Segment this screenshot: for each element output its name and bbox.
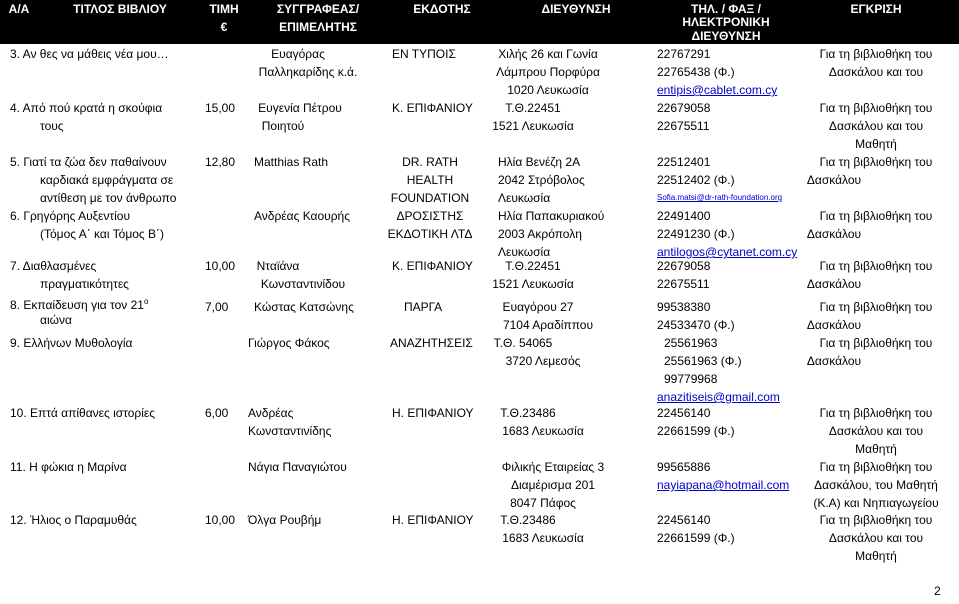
row11-approval-3: (Κ.Α) και Νηπιαγωγείου: [813, 496, 939, 510]
row7-author: Νταϊάνα: [256, 259, 300, 273]
row6-address-2: 2003 Ακρόπολη: [498, 227, 582, 241]
row6-publisher-2: ΕΚΔΟΤΙΚΗ ΛΤΔ: [387, 227, 473, 241]
row12-price: 10,00: [205, 513, 236, 527]
row10-approval-3: Μαθητή: [855, 442, 897, 456]
row9-approval-2: Δασκάλου: [806, 354, 862, 368]
header-price: ΤΙΜΗ: [209, 2, 239, 16]
header-contact-2: ΗΛΕΚΤΡΟΝΙΚΗ: [682, 15, 770, 29]
row10-address: Τ.Θ.23486: [500, 406, 556, 420]
row5-publisher: DR. RATH: [402, 155, 458, 169]
row6-approval: Για τη βιβλιοθήκη του: [819, 209, 933, 223]
row8-approval: Για τη βιβλιοθήκη του: [819, 300, 933, 314]
row9-phone: 25561963: [664, 336, 718, 350]
row5-title: 5. Γιατί τα ζώα δεν παθαίνουν: [10, 155, 167, 169]
row8-phone: 99538380: [657, 300, 711, 314]
row7-phone: 22679058: [657, 259, 711, 273]
row10-author: Ανδρέας: [248, 406, 294, 420]
row3-fax: 22765438 (Φ.): [657, 65, 735, 79]
row6-approval-2: Δασκάλου: [806, 227, 862, 241]
row5-address-3: Λευκωσία: [498, 191, 551, 205]
row12-author: Όλγα Ρουβήμ: [248, 513, 322, 527]
row4-title: 4. Από πού κρατά η σκούφια: [10, 101, 163, 115]
row5-author: Matthias Rath: [254, 155, 329, 169]
row6-fax: 22491230 (Φ.): [657, 227, 735, 241]
row7-address-2: 1521 Λευκωσία: [492, 277, 574, 291]
row6-publisher: ΔΡΟΣΙΣΤΗΣ: [396, 209, 464, 223]
row5-publisher-3: FOUNDATION: [390, 191, 470, 205]
row12-title: 12. Ήλιος ο Παραμυθάς: [10, 513, 137, 527]
row9-address-2: 3720 Λεμεσός: [505, 354, 581, 368]
row4-phone-2: 22675511: [657, 119, 710, 133]
header-address: ΔΙΕΥΘΥΝΣΗ: [541, 2, 611, 16]
row8-title-superscript: ο: [143, 297, 149, 306]
row9-mobile: 99779968: [664, 372, 718, 386]
row3-phone: 22767291: [657, 47, 711, 61]
row4-approval-3: Μαθητή: [855, 137, 897, 151]
row4-approval-2: Δασκάλου και του: [828, 119, 924, 133]
row12-phone: 22456140: [657, 513, 711, 527]
header-approval: ΕΓΚΡΙΣΗ: [850, 2, 902, 16]
page-number: 2: [934, 584, 941, 598]
row8-publisher: ΠΑΡΓΑ: [404, 300, 443, 314]
row8-title: [10, 293, 148, 314]
row4-author-2: Ποιητού: [261, 119, 305, 133]
row4-address: Τ.Θ.22451: [505, 101, 561, 115]
row10-approval-2: Δασκάλου και του: [828, 424, 924, 438]
row5-address-2: 2042 Στρόβολος: [498, 173, 585, 187]
row9-fax: 25561963 (Φ.): [664, 354, 742, 368]
row6-email-link[interactable]: antilogos@cytanet.com.cy: [657, 245, 798, 259]
row11-approval: Για τη βιβλιοθήκη του: [819, 460, 933, 474]
row10-title: 10. Επτά απίθανες ιστορίες: [10, 406, 156, 420]
row9-publisher: ΑΝΑΖΗΤΗΣΕΙΣ: [390, 336, 473, 350]
row3-address: Χιλής 26 και Γωνία: [498, 47, 598, 61]
row3-author: Ευαγόρας: [271, 47, 325, 61]
row10-phone: 22456140: [657, 406, 711, 420]
row5-title-2: καρδιακά εμφράγματα σε: [40, 173, 174, 187]
row8-fax: 24533470 (Φ.): [657, 318, 735, 332]
row6-author: Ανδρέας Καουρής: [254, 209, 351, 223]
row9-email-link[interactable]: anazitiseis@gmail.com: [657, 390, 780, 404]
row10-price: 6,00: [205, 406, 229, 420]
row11-title: 11. Η φώκια η Μαρίνα: [10, 460, 127, 474]
row10-publisher: Η. ΕΠΙΦΑΝΙΟΥ: [392, 406, 474, 420]
row3-author-2: Παλληκαρίδης κ.ά.: [258, 65, 358, 79]
table-header: [0, 0, 959, 44]
row12-approval: Για τη βιβλιοθήκη του: [819, 513, 933, 527]
row10-approval: Για τη βιβλιοθήκη του: [819, 406, 933, 420]
row5-publisher-2: HEALTH: [406, 173, 454, 187]
row6-phone: 22491400: [657, 209, 711, 223]
row11-phone: 99565886: [657, 460, 711, 474]
header-contact-3: ΔΙΕΥΘΥΝΣΗ: [691, 29, 761, 43]
header-publisher: ΕΚΔΟΤΗΣ: [413, 2, 471, 16]
row6-title-2: (Τόμος Α΄ και Τόμος Β΄): [40, 227, 165, 241]
header-contact: ΤΗΛ. / ΦΑΞ /: [691, 2, 761, 16]
row11-address-2: Διαμέρισμα 201: [511, 478, 595, 492]
row6-address: Ηλία Παπακυριακού: [498, 209, 605, 223]
row5-fax: 22512402 (Φ.): [657, 173, 735, 187]
row5-price: 12,80: [205, 155, 236, 169]
row3-publisher: ΕΝ ΤΥΠΟΙΣ: [392, 47, 456, 61]
row10-fax: 22661599 (Φ.): [657, 424, 735, 438]
row5-approval-2: Δασκάλου: [806, 173, 862, 187]
row3-approval-2: Δασκάλου και του: [828, 65, 924, 79]
row5-approval: Για τη βιβλιοθήκη του: [819, 155, 933, 169]
row12-address: Τ.Θ.23486: [500, 513, 556, 527]
row11-address-3: 8047 Πάφος: [510, 496, 576, 510]
row12-fax: 22661599 (Φ.): [657, 531, 735, 545]
row11-approval-2: Δασκάλου, του Μαθητή: [814, 478, 938, 492]
row4-price: 15,00: [205, 101, 236, 115]
row4-address-2: 1521 Λευκωσία: [492, 119, 574, 133]
row7-address: Τ.Θ.22451: [505, 259, 561, 273]
row10-address-2: 1683 Λευκωσία: [502, 424, 584, 438]
row8-address-2: 7104 Αραδίππου: [502, 318, 594, 332]
row8-title-text: 8. Εκπαίδευση για τον 21: [10, 298, 144, 312]
row8-price: 7,00: [205, 300, 229, 314]
row5-email-link[interactable]: Sofia.matsi@dr-rath-foundation.org: [657, 193, 783, 202]
row10-author-2: Κωνσταντινίδης: [248, 424, 332, 438]
row11-author: Νάγια Παναγιώτου: [248, 460, 347, 474]
header-aa: Α/Α: [8, 2, 30, 16]
row12-approval-2: Δασκάλου και του: [828, 531, 924, 545]
row5-phone: 22512401: [657, 155, 711, 169]
row3-title: 3. Αν θες να μάθεις νέα μου…: [10, 47, 169, 61]
header-authors: ΣΥΓΓΡΑΦΕΑΣ/: [276, 2, 360, 16]
row3-email-link[interactable]: entipis@cablet.com.cy: [657, 83, 778, 97]
row4-author: Ευγενία Πέτρου: [258, 101, 342, 115]
row7-title-2: πραγματικότητες: [40, 277, 129, 291]
row7-phone-2: 22675511: [657, 277, 710, 291]
row7-price: 10,00: [205, 259, 236, 273]
row4-phone: 22679058: [657, 101, 711, 115]
header-title: ΤΙΤΛΟΣ ΒΙΒΛΙΟΥ: [73, 2, 167, 16]
row4-approval: Για τη βιβλιοθήκη του: [819, 101, 933, 115]
row9-title: 9. Ελλήνων Μυθολογία: [10, 336, 133, 350]
row11-address: Φιλικής Εταιρείας 3: [501, 460, 605, 474]
row12-address-2: 1683 Λευκωσία: [502, 531, 584, 545]
row8-address: Ευαγόρου 27: [502, 300, 574, 314]
row7-approval-2: Δασκάλου: [806, 277, 862, 291]
row3-address-3: 1020 Λευκωσία: [507, 83, 589, 97]
row6-title: 6. Γρηγόρης Αυξεντίου: [10, 209, 131, 223]
row3-address-2: Λάμπρου Πορφύρα: [496, 65, 600, 79]
row7-publisher: Κ. ΕΠΙΦΑΝΙΟΥ: [392, 259, 473, 273]
row3-approval: Για τη βιβλιοθήκη του: [819, 47, 933, 61]
header-authors-2: ΕΠΙΜΕΛΗΤΗΣ: [279, 20, 357, 34]
row11-email-link[interactable]: nayiapana@hotmail.com: [657, 478, 790, 492]
row9-author: Γιώργος Φάκος: [248, 336, 330, 350]
row8-title-2: αιώνα: [40, 313, 72, 327]
row4-publisher: Κ. ΕΠΙΦΑΝΙΟΥ: [392, 101, 473, 115]
row9-address: Τ.Θ. 54065: [493, 336, 553, 350]
row6-address-3: Λευκωσία: [498, 245, 551, 259]
row7-author-2: Κωνσταντινίδου: [260, 277, 346, 291]
row8-author: Κώστας Κατσώνης: [254, 300, 354, 314]
row5-title-3: αντίθεση με τον άνθρωπο: [40, 191, 177, 205]
row8-approval-2: Δασκάλου: [806, 318, 862, 332]
row9-approval: Για τη βιβλιοθήκη του: [819, 336, 933, 350]
row7-title: 7. Διαθλασμένες: [10, 259, 97, 273]
row7-approval: Για τη βιβλιοθήκη του: [819, 259, 933, 273]
row4-title-2: τους: [40, 119, 64, 133]
row12-publisher: Η. ΕΠΙΦΑΝΙΟΥ: [392, 513, 474, 527]
row12-approval-3: Μαθητή: [855, 549, 897, 563]
header-price-currency: €: [220, 20, 228, 34]
row5-address: Ηλία Βενέζη 2Α: [498, 155, 581, 169]
